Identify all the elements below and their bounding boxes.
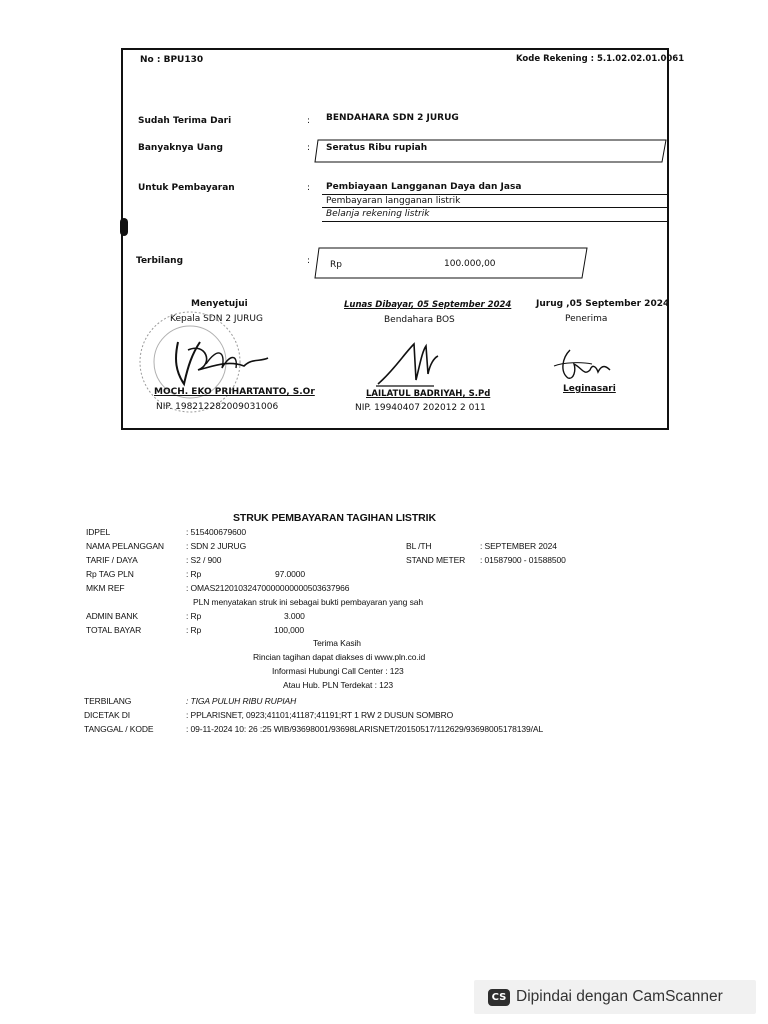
period-value: : SEPTEMBER 2024	[480, 541, 557, 551]
terbilang-label: Terbilang	[136, 256, 184, 266]
treasurer-subtitle: Bendahara BOS	[384, 315, 455, 325]
struk-title: STRUK PEMBAYARAN TAGIHAN LISTRIK	[233, 512, 436, 524]
info-line-3: Atau Hub. PLN Terdekat : 123	[283, 680, 393, 690]
period-label: BL /TH	[406, 541, 432, 551]
payment-for-line-3: Belanja rekening listrik	[326, 209, 430, 219]
punch-hole-mark	[120, 218, 128, 236]
bill-prefix: : Rp	[186, 569, 202, 579]
amount-number: 100.000,00	[444, 259, 496, 269]
total-prefix: : Rp	[186, 625, 202, 635]
admin-fee-prefix: : Rp	[186, 611, 202, 621]
info-line-1: Rincian tagihan dapat diakses di www.pln.co.id	[253, 652, 426, 662]
printed-at-value: : PPLARISNET, 0923;41101;41187;41191;RT 1 RW 2 DUSUN SOMBRO	[186, 710, 454, 720]
payment-for-line-2: Pembayaran langganan listrik	[326, 196, 461, 206]
printed-at-label: DICETAK DI	[84, 710, 131, 720]
camscanner-watermark	[474, 980, 756, 1014]
receiver-title: Jurug ,05 September 2024	[536, 299, 670, 309]
receipt-number: No : BPU130	[140, 55, 204, 65]
amount-label: Banyaknya Uang	[138, 143, 223, 153]
total-label: TOTAL BAYAR	[86, 625, 142, 635]
meter-label: STAND METER	[406, 555, 466, 565]
tariff-label: TARIF / DAYA	[86, 555, 138, 565]
account-code: Kode Rekening : 5.1.02.02.01.0061	[516, 54, 685, 64]
colon: :	[307, 183, 311, 193]
mkm-value: : OMAS21201032470000000000503637966	[186, 583, 350, 593]
divider	[322, 221, 668, 222]
amount-words-value: Seratus Ribu rupiah	[326, 143, 428, 153]
colon: :	[307, 256, 311, 266]
pln-statement: PLN menyatakan struk ini sebagai bukti pembayaran yang sah	[193, 597, 423, 607]
date-code-label: TANGGAL / KODE	[84, 724, 154, 734]
admin-fee-label: ADMIN BANK	[86, 611, 138, 621]
bill-label: Rp TAG PLN	[86, 569, 134, 579]
divider	[322, 194, 668, 195]
bill-value: 97.0000	[275, 569, 306, 579]
approver-title: Menyetujui	[191, 299, 248, 309]
customer-name-value: : SDN 2 JURUG	[186, 541, 247, 551]
idpel-label: IDPEL	[86, 527, 111, 537]
terbilang-struk-label: TERBILANG	[84, 696, 132, 706]
treasurer-nip: NIP. 19940407 202012 2 011	[355, 403, 486, 413]
treasurer-signature-icon	[374, 340, 444, 390]
approver-nip: NIP. 198212282009031006	[156, 402, 279, 412]
received-from-label: Sudah Terima Dari	[138, 116, 232, 126]
treasurer-name: LAILATUL BADRIYAH, S.Pd	[366, 389, 491, 399]
info-line-2: Informasi Hubungi Call Center : 123	[272, 666, 404, 676]
currency-rp: Rp	[330, 260, 342, 270]
total-value: 100,000	[274, 625, 305, 635]
mkm-label: MKM REF	[86, 583, 125, 593]
camscanner-text: Dipindai dengan CamScanner	[516, 988, 723, 1005]
terbilang-struk-value: : TIGA PULUH RIBU RUPIAH	[186, 696, 297, 706]
treasurer-title: Lunas Dibayar, 05 September 2024	[344, 300, 512, 310]
received-from-value: BENDAHARA SDN 2 JURUG	[326, 113, 459, 123]
admin-fee-value: 3.000	[284, 611, 305, 621]
colon: :	[307, 116, 311, 126]
camscanner-logo-icon: CS	[488, 989, 510, 1006]
receiver-signature-icon	[552, 344, 618, 386]
approver-subtitle: Kepala SDN 2 JURUG	[170, 314, 263, 324]
payment-for-line-1: Pembiayaan Langganan Daya dan Jasa	[326, 182, 522, 192]
approver-name: MOCH. EKO PRIHARTANTO, S.Or	[154, 387, 315, 397]
colon: :	[307, 143, 311, 153]
receiver-name: Leginasari	[563, 384, 616, 394]
thanks-text: Terima Kasih	[313, 638, 361, 648]
idpel-value: : 515400679600	[186, 527, 247, 537]
meter-value: : 01587900 - 01588500	[480, 555, 566, 565]
tariff-value: : S2 / 900	[186, 555, 222, 565]
date-code-value: : 09-11-2024 10: 26 :25 WIB/93698001/93698LARISNET/20150517/112629/93698005178139/AL	[186, 724, 544, 734]
receiver-subtitle: Penerima	[565, 314, 608, 324]
payment-for-label: Untuk Pembayaran	[138, 183, 235, 193]
divider	[322, 207, 668, 208]
customer-name-label: NAMA PELANGGAN	[86, 541, 164, 551]
